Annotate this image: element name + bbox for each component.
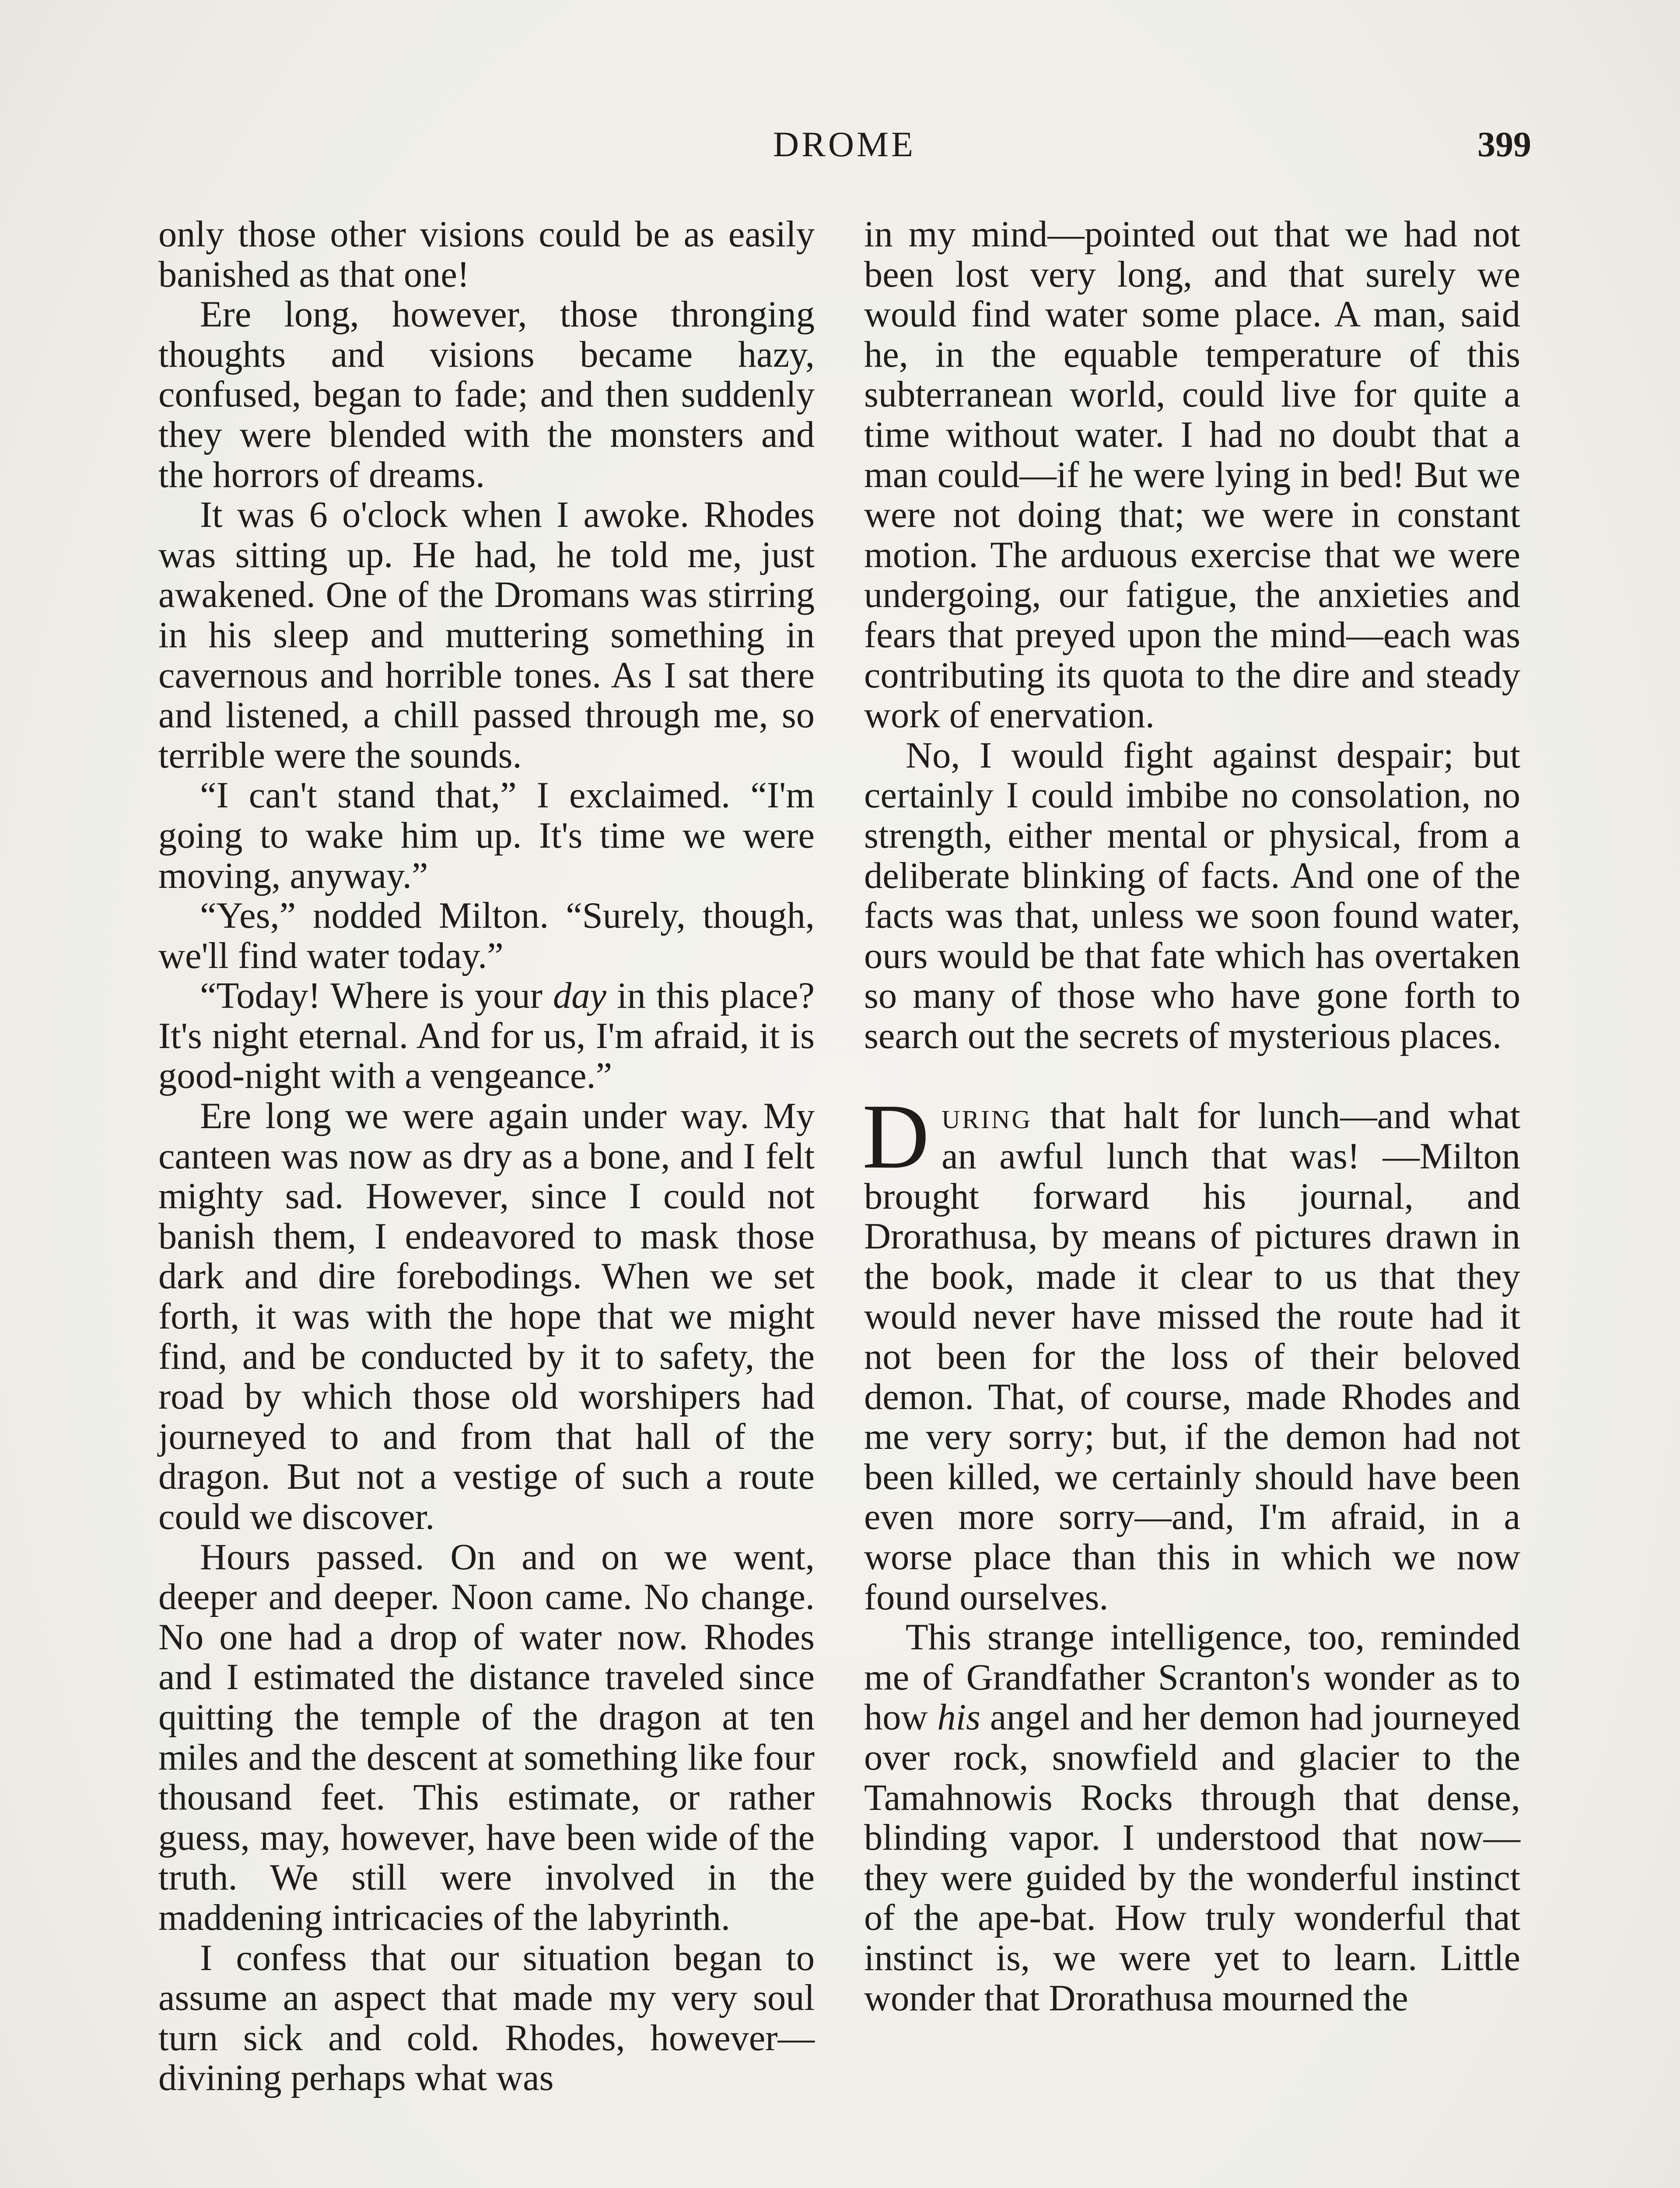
paragraph: No, I would fight against despair; but certainly I could imbibe no consolation, no strength, either mental or physical, from a deliberate blinking of facts. And one of the facts was that, unless we soon found water, ours would be that fate which has overtaken so many of those who have gone forth to search out the secrets of mysterious places. bbox=[864, 735, 1520, 1056]
small-caps-lead: uring bbox=[942, 1096, 1032, 1137]
text-run: in this place? It's night eternal. And for us, I'm afraid, it is good-night with a vengeance.” bbox=[158, 975, 815, 1097]
text-run: This strange intelligence, too, reminded me of Grandfather Scranton's wonder as to how bbox=[864, 1617, 1520, 1738]
paragraph: It was 6 o'clock when I awoke. Rhodes was sitting up. He had, he told me, just awakened. One of the Dromans was stirring in his sleep and muttering something in cavernous and horrible tones. As I sat there and listened, a chill passed through me, so terrible were the sounds. bbox=[158, 494, 815, 776]
running-head: DROME bbox=[773, 124, 916, 164]
section-start-paragraph bbox=[862, 1085, 1520, 1618]
paragraph: I confess that our situation began to assume an aspect that made my very soul turn sick and cold. Rhodes, however—divining perhaps what was bbox=[158, 1937, 815, 2099]
paragraph: “Yes,” nodded Milton. “Surely, though, we'll find water today.” bbox=[158, 895, 815, 976]
paragraph bbox=[158, 976, 815, 1096]
paragraph: “I can't stand that,” I exclaimed. “I'm going to wake him up. It's time we were moving, anyway.” bbox=[158, 775, 815, 896]
text-run: angel and her demon had journeyed over rock, snowfield and glacier to the Tamahnowis Rocks through that dense, blinding vapor. I understood that now—they were guided by the wonderful instinct of the ape-bat. How truly wonderful that instinct is, we were yet to learn. Little wonder that Drorathusa mourned the bbox=[864, 1697, 1521, 2019]
text-run: that halt for lunch—and what an awful lunch that was! —Milton brought forward his journal, and Drorathusa, by means of pictures drawn in the book, made it clear to us that they would never have missed the route had it not been for the loss of their beloved demon. That, of course, made Rhodes and me very sorry; but, if the demon had not been killed, we certainly should have been even more sorry—and, I'm afraid, in a worse place than this in which we now found ourselves. bbox=[864, 1096, 1520, 1618]
paragraph: Hours passed. On and on we went, deeper and deeper. Noon came. No change. No one had a drop of water now. Rhodes and I estimated the distance traveled since quitting the temple of the dragon at ten miles and the descent at something like four thousand feet. This estimate, or rather guess, may, however, have been wide of the truth. We still were involved in the maddening intricacies of the labyrinth. bbox=[158, 1536, 815, 1938]
paragraph bbox=[864, 1617, 1520, 2018]
page-number: 399 bbox=[1477, 124, 1531, 164]
left-column bbox=[158, 214, 815, 2098]
emphasis: his bbox=[937, 1697, 981, 1738]
paragraph: Ere long, however, those thronging thoughts and visions became hazy, confused, began to fade; and then suddenly they were blended with the monsters and the horrors of dreams. bbox=[158, 294, 815, 495]
drop-cap: D bbox=[862, 1085, 930, 1188]
paragraph: in my mind—pointed out that we had not been lost very long, and that surely we would find water some place. A man, said he, in the equable temperature of this subterranean world, could live for quite a time without water. I had no doubt that a man could—if he were lying in bed! But we were not doing that; we were in constant motion. The arduous exercise that we were undergoing, our fatigue, the anxieties and fears that preyed upon the mind—each was contributing its quota to the dire and steady work of enervation. bbox=[864, 214, 1520, 736]
page-header bbox=[158, 118, 1531, 171]
right-column bbox=[864, 214, 1520, 2018]
paragraph: only those other visions could be as easily banished as that one! bbox=[158, 214, 815, 295]
paragraph: Ere long we were again under way. My canteen was now as dry as a bone, and I felt mighty sad. However, since I could not banish them, I endeavored to mask those dark and dire forebodings. When we set forth, it was with the hope that we might find, and be conducted by it to safety, the road by which those old worshipers had journeyed to and from that hall of the dragon. But not a vestige of such a route could we discover. bbox=[158, 1096, 815, 1537]
text-run: “Today! Where is your bbox=[200, 975, 553, 1017]
emphasis: day bbox=[553, 975, 607, 1017]
